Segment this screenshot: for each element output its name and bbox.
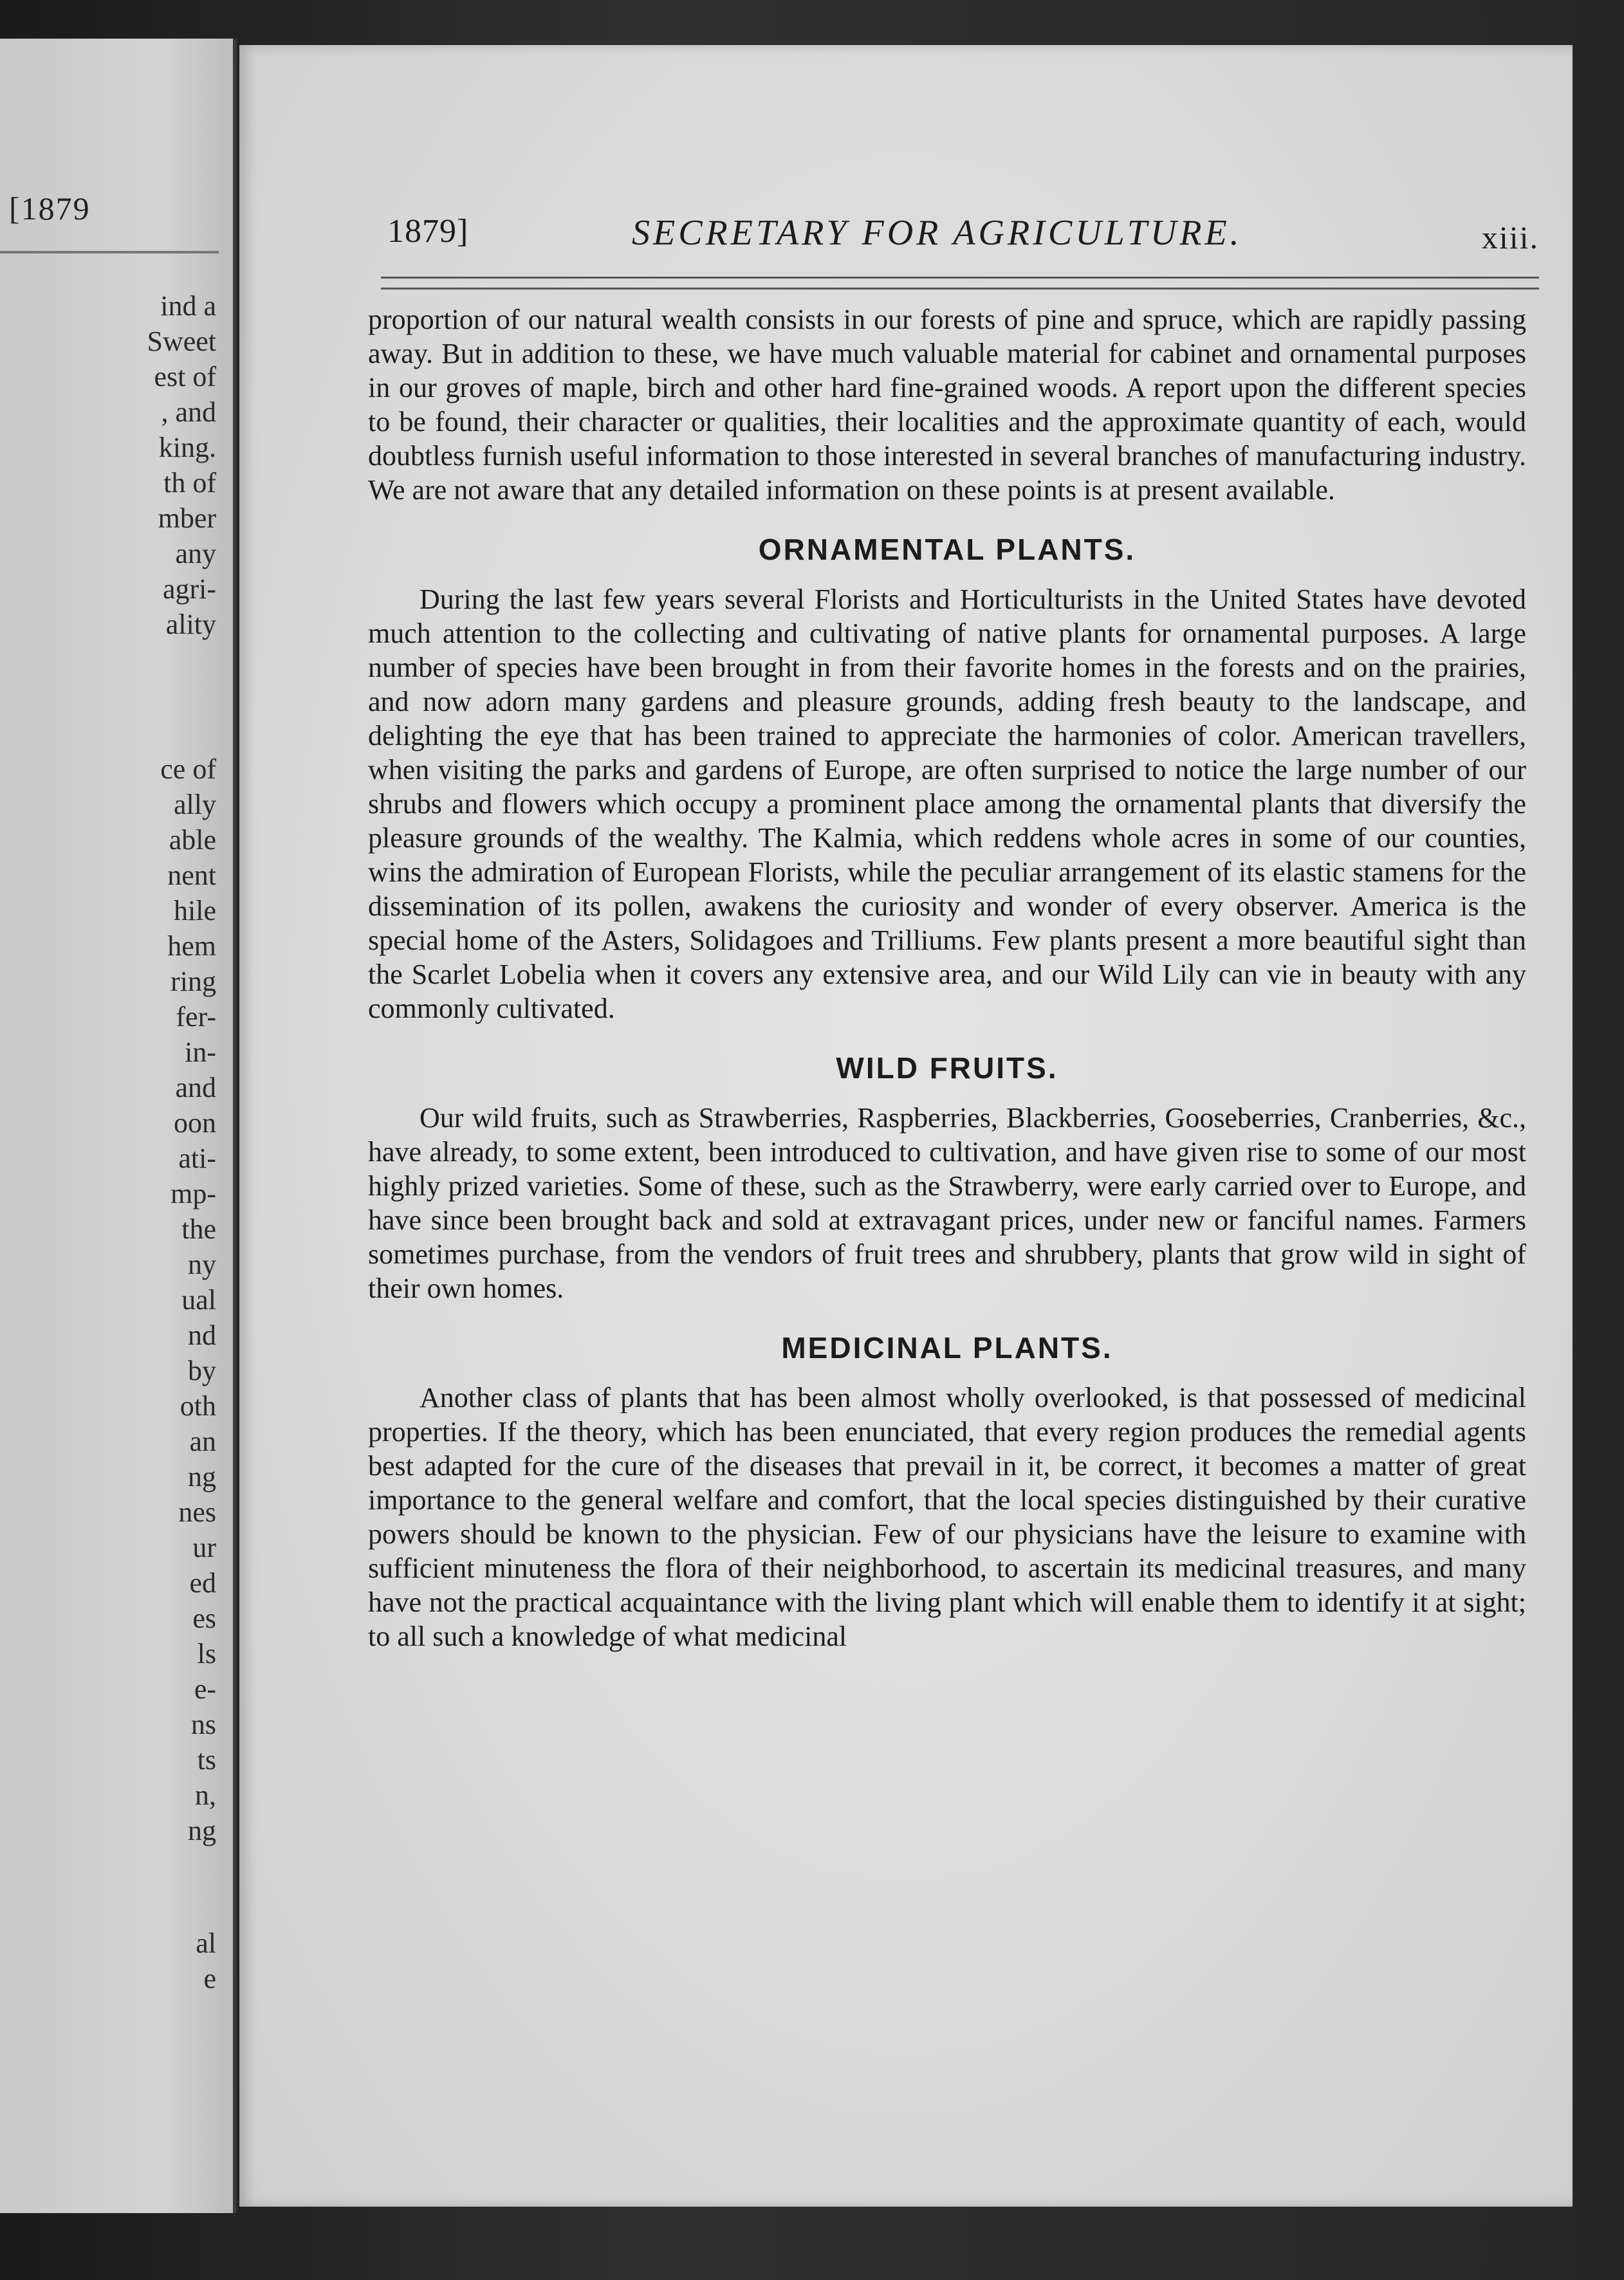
section-heading-ornamental-plants: ORNAMENTAL PLANTS. (758, 533, 1136, 566)
left-page-line: oon (174, 1107, 216, 1139)
left-page-line: nd (188, 1319, 216, 1351)
running-title: SECRETARY FOR AGRICULTURE. (632, 213, 1242, 253)
page-header (387, 212, 1539, 270)
page-year: 1879] (387, 213, 469, 250)
left-page-line: by (188, 1355, 216, 1386)
main-page (239, 45, 1573, 2207)
left-page-line: oth (180, 1390, 216, 1422)
left-page-line: agri- (162, 573, 216, 605)
left-page-line: , and (161, 396, 216, 428)
section-heading-medicinal-plants: MEDICINAL PLANTS. (781, 1331, 1113, 1365)
left-page-line: ally (174, 789, 216, 820)
left-page-line: nes (178, 1496, 216, 1528)
left-page-rule (0, 251, 219, 253)
left-page-line: mp- (171, 1178, 216, 1209)
section-paragraph-ornamental-plants: During the last few years several Florists and Horticulturists in the United States have devoted much attention to the collecting and cultivating of native plants for ornamental purposes. A large number of species have been brought in from their favorite homes in the forests and on the prairies, and now adorn many gardens and pleasure grounds, adding fresh beauty to the landscape, and delighting the eye that has been trained to appreciate the harmonies of color. American travellers, when visiting the parks and gardens of Europe, are often surprised to notice the large number of our shrubs and flowers which occupy a prominent place among the ornamental plants that diversify the pleasure grounds of the wealthy. The Kalmia, which reddens whole acres in some of our counties, wins the admiration of European Florists, while the peculiar arrangement of its elastic stamens for the dissemination of its pollen, awakens the curiosity and wonder of every observer. America is the special home of the Asters, Solidagoes and Trilliums. Few plants present a more beautiful sight than the Scarlet Lobelia when it covers any extensive area, and our Wild Lily can vie in beauty with any commonly cultivated. (368, 584, 1526, 1024)
page-number: xiii. (1481, 219, 1539, 255)
left-page-line: able (169, 824, 216, 856)
left-page-line: e (203, 1963, 216, 1994)
left-page-line: an (189, 1426, 216, 1457)
left-page-line: ind a (160, 290, 216, 322)
left-page-line: fer- (176, 1001, 216, 1033)
left-page-line: the (181, 1213, 216, 1245)
page-body (368, 302, 1526, 1653)
left-page-line: ce of (160, 753, 216, 785)
section-paragraph-medicinal-plants: Another class of plants that has been almost wholly overlooked, is that possessed of medicinal properties. If the theory, which has been enunciated, that every region produces the remedial agents best adapted for the cure of the diseases that prevail in it, be correct, it becomes a matter of great importance to the general welfare and comfort, that the local species distinguished by their curative powers should be known to the physician. Few of our physicians have the leisure to examine with sufficient minuteness the flora of their neighborhood, to ascertain its medicinal treasures, and many have not the practical acquaintance with the living plant which will enable them to identify it at sight; to all such a knowledge of what medicinal (368, 1382, 1526, 1652)
left-page-line: in- (185, 1036, 216, 1068)
section-heading-wild-fruits: WILD FRUITS. (836, 1051, 1058, 1085)
left-page-line: hile (174, 895, 216, 926)
left-page-line: ng (188, 1815, 216, 1846)
left-page-line: mber (158, 502, 216, 534)
left-page-line: th of (163, 467, 216, 499)
left-page-line: nent (167, 860, 216, 891)
left-page-header: [1879 (9, 190, 91, 226)
header-rule (381, 277, 1539, 290)
left-page-line: ring (171, 966, 216, 997)
left-page-line: ns (190, 1709, 216, 1740)
left-page-line: ls (197, 1638, 216, 1669)
left-page-line: es (192, 1603, 216, 1634)
left-page-fragment (0, 39, 237, 2213)
left-page-line: ur (192, 1532, 216, 1563)
left-page-line: Sweet (147, 326, 216, 357)
left-page-line: n, (195, 1779, 216, 1811)
left-page-line: e- (194, 1673, 216, 1705)
intro-paragraph: proportion of our natural wealth consists in our forests of pine and spruce, which are rapidly passing away. But in addition to these, we have much valuable material for cabinet and ornamental purposes in our groves of maple, birch and other hard fine-grained woods. A report upon the different species to be found, their character or qualities, their localities and the approximate quantity of each, would doubtless furnish useful information to those interested in several branches of manufacturing industry. We are not aware that any detailed information on these points is at present available. (368, 304, 1526, 506)
section-paragraph-wild-fruits: Our wild fruits, such as Strawberries, Raspberries, Blackberries, Gooseberries, Cranberries, &c., have already, to some extent, been introduced to cultivation, and have given rise to some of our most highly prized varieties. Some of these, such as the Strawberry, were early carried over to Europe, and have since been brought back and sold at extravagant prices, under new or fanciful names. Farmers sometimes purchase, from the vendors of fruit trees and shrubbery, plants that grow wild in sight of their own homes. (368, 1102, 1526, 1304)
left-page-line: ual (181, 1284, 216, 1316)
left-page-line: ng (188, 1461, 216, 1493)
left-page-line: ati- (178, 1143, 216, 1174)
left-page-line: al (196, 1927, 216, 1959)
left-page-line: ed (189, 1567, 216, 1599)
left-page-line: and (175, 1072, 216, 1103)
left-page-line: any (175, 538, 216, 569)
left-page-line: ts (197, 1744, 216, 1776)
left-page-line: king. (158, 432, 216, 463)
left-page-line: est of (154, 361, 216, 392)
left-page-line: ality (165, 609, 216, 640)
left-page-line: ny (188, 1249, 216, 1280)
left-page-line: hem (167, 930, 216, 962)
